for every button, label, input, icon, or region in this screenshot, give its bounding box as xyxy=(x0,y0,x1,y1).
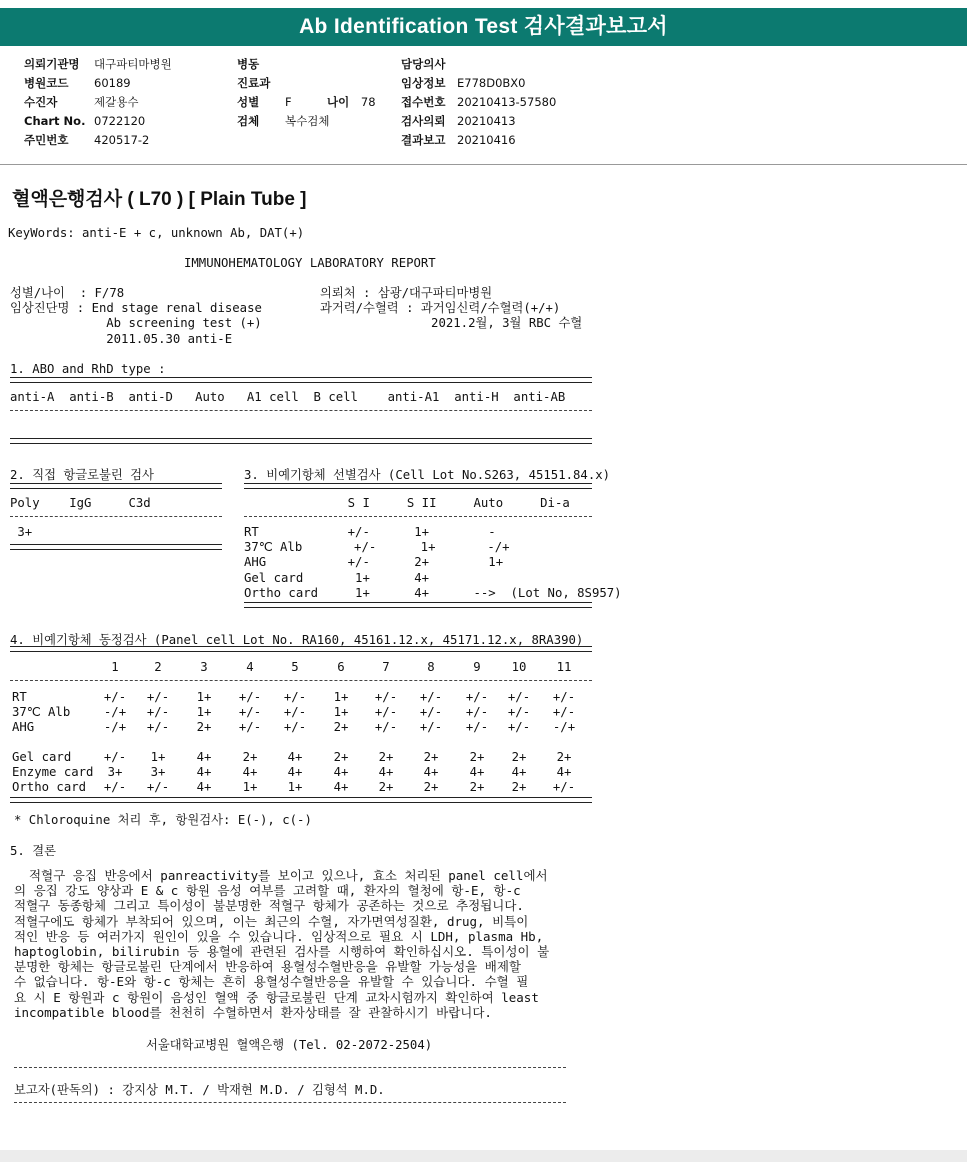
panel-row-label: 37℃ Alb xyxy=(12,705,71,719)
text-line: 적혈구 동종항체 그리고 특이성이 불분명한 적혈구 항체가 공존하는 것으로 추정됩니다. xyxy=(14,898,524,914)
panel-cell: 4+ xyxy=(287,750,303,764)
panel-cell: +/- xyxy=(419,690,443,704)
panel-cell: +/- xyxy=(146,705,170,719)
patient-info-left xyxy=(10,286,262,347)
panel-cell: 2+ xyxy=(242,750,258,764)
header-field xyxy=(24,131,149,150)
age-field xyxy=(327,93,376,112)
section3-headers: S I S II Auto Di-a xyxy=(244,496,570,510)
panel-cell: 4+ xyxy=(511,765,527,779)
panel-cell: 4+ xyxy=(333,780,349,794)
header-field xyxy=(237,74,285,93)
panel-row-label: Ortho card xyxy=(12,780,87,794)
panel-cell: 2+ xyxy=(423,750,439,764)
panel-cell: 2+ xyxy=(511,780,527,794)
age-label: 나이 xyxy=(327,95,350,109)
header-field xyxy=(401,93,556,112)
section3-rows xyxy=(244,525,622,601)
panel-cell: 1+ xyxy=(150,750,166,764)
lab-report-title: IMMUNOHEMATOLOGY LABORATORY REPORT xyxy=(184,256,436,270)
panel-column-header: 8 xyxy=(427,660,435,674)
panel-cell: -/+ xyxy=(103,705,127,719)
text-line: 임상진단명 : End stage renal disease xyxy=(10,301,262,316)
panel-cell: +/- xyxy=(419,705,443,719)
panel-cell: +/- xyxy=(552,690,576,704)
panel-cell: +/- xyxy=(146,690,170,704)
section1-headers: anti-A anti-B anti-D Auto A1 cell B cell anti-A1 anti-H anti-AB xyxy=(10,390,566,404)
header-field xyxy=(24,74,131,93)
section2-headers: Poly IgG C3d xyxy=(10,496,151,510)
panel-column-header: 7 xyxy=(382,660,390,674)
footer-top-rule xyxy=(14,1067,566,1068)
panel-cell: +/- xyxy=(238,690,262,704)
header-field-value: F xyxy=(285,95,292,109)
panel-cell: +/- xyxy=(465,690,489,704)
panel-cell: 2+ xyxy=(556,750,572,764)
header-divider xyxy=(0,164,967,165)
report-title: 혈액은행검사 ( L70 ) [ Plain Tube ] xyxy=(12,189,307,210)
panel-cell: 1+ xyxy=(196,705,212,719)
header-field-label: 의뢰기관명 xyxy=(24,57,80,71)
text-line: 적인 반응 등 여러가지 원인이 있을 수 있습니다. 임상적으로 필요 시 LDH, plasma Hb, xyxy=(14,928,544,944)
panel-cell: 1+ xyxy=(196,690,212,704)
text-line: 2011.05.30 anti-E xyxy=(10,331,233,346)
panel-cell: +/- xyxy=(374,720,398,734)
panel-cell: 1+ xyxy=(287,780,303,794)
section3-title: 3. 비예기항체 선별검사 (Cell Lot No.S263, 45151.84.x) xyxy=(244,468,611,482)
header-field-value: 420517-2 xyxy=(94,133,150,147)
text-line: Ab screening test (+) xyxy=(10,316,262,331)
panel-cell: 4+ xyxy=(196,780,212,794)
panel-cell: +/- xyxy=(103,750,127,764)
panel-cell: 1+ xyxy=(333,705,349,719)
panel-cell: 2+ xyxy=(196,720,212,734)
section2-title: 2. 직접 항글로불린 검사 xyxy=(10,468,154,482)
panel-cell: +/- xyxy=(419,720,443,734)
panel-cell: 1+ xyxy=(333,690,349,704)
section4-top-rule xyxy=(10,646,592,652)
header-field xyxy=(237,93,292,112)
panel-cell: 4+ xyxy=(423,765,439,779)
section1-bottom-rule xyxy=(10,438,592,444)
text-line: 요 시 E 항원과 c 항원이 음성인 혈액 중 항글로불린 단계 교차시험까지 확인하여 least xyxy=(14,989,539,1005)
panel-row-label: Enzyme card xyxy=(12,765,94,779)
panel-cell: 2+ xyxy=(378,750,394,764)
header-field-label: 검사의뢰 xyxy=(401,114,446,128)
header-field-label: 검체 xyxy=(237,114,260,128)
panel-cell: 2+ xyxy=(469,750,485,764)
section1-dash-rule xyxy=(10,410,592,411)
panel-cell: +/- xyxy=(507,690,531,704)
hospital-contact: 서울대학교병원 혈액은행 (Tel. 02-2072-2504) xyxy=(146,1038,433,1052)
panel-cell: +/- xyxy=(103,690,127,704)
panel-cell: +/- xyxy=(283,690,307,704)
header-field-label: 결과보고 xyxy=(401,133,446,147)
header-field xyxy=(401,55,457,74)
panel-cell: +/- xyxy=(507,720,531,734)
section2-dash-rule xyxy=(10,516,222,517)
panel-column-header: 11 xyxy=(556,660,572,674)
panel-cell: 2+ xyxy=(511,750,527,764)
conclusion-text xyxy=(14,868,549,1020)
header-field xyxy=(401,131,516,150)
age-value: 78 xyxy=(360,95,376,109)
keywords-line: KeyWords: anti-E + c, unknown Ab, DAT(+) xyxy=(8,226,305,240)
panel-cell: 2+ xyxy=(378,780,394,794)
section3-bottom-rule xyxy=(244,602,592,608)
panel-cell: -/+ xyxy=(552,720,576,734)
text-line: 의뢰처 : 삼광/대구파티마병원 xyxy=(320,286,493,300)
header-field-label: 수진자 xyxy=(24,95,58,109)
report-banner-title: Ab Identification Test 검사결과보고서 xyxy=(0,8,967,46)
panel-cell: +/- xyxy=(374,690,398,704)
panel-cell: 2+ xyxy=(423,780,439,794)
panel-column-header: 2 xyxy=(154,660,162,674)
panel-cell: +/- xyxy=(465,720,489,734)
header-field-label: 임상정보 xyxy=(401,76,446,90)
panel-cell: 4+ xyxy=(196,750,212,764)
panel-cell: 4+ xyxy=(196,765,212,779)
panel-cell: +/- xyxy=(465,705,489,719)
header-field xyxy=(24,93,138,112)
text-line: 2021.2월, 3월 RBC 수혈 xyxy=(320,316,583,331)
header-field-value: 복수검체 xyxy=(285,114,330,128)
text-line: Gel card 1+ 4+ xyxy=(244,570,430,585)
panel-cell: +/- xyxy=(374,705,398,719)
text-line: Ortho card 1+ 4+ --> (Lot No, 8S957) xyxy=(244,585,622,600)
section5-title: 5. 결론 xyxy=(10,844,56,858)
text-line: 분명한 항체는 항글로불린 단계에서 반응하여 용혈성수혈반응을 유발할 가능성을 배제할 xyxy=(14,959,521,975)
panel-column-header: 3 xyxy=(200,660,208,674)
chloroquine-note: * Chloroquine 처리 후, 항원검사: E(-), c(-) xyxy=(14,813,312,827)
header-field-label: 진료과 xyxy=(237,76,271,90)
panel-cell: 3+ xyxy=(150,765,166,779)
header-field xyxy=(237,55,285,74)
panel-cell: 4+ xyxy=(469,765,485,779)
text-line: 수 없습니다. 항-E와 항-c 항체는 흔히 용혈성수혈반응을 유발할 수 있습니다. 수혈 필 xyxy=(14,974,529,990)
panel-row-label: Gel card xyxy=(12,750,72,764)
header-field-label: 병동 xyxy=(237,57,260,71)
text-line: incompatible blood를 천천히 수혈하면서 환자상태를 잘 관찰하시기 바랍니다. xyxy=(14,1004,492,1020)
header-field-label: 성별 xyxy=(237,95,260,109)
panel-cell: +/- xyxy=(507,705,531,719)
text-line: 적혈구 응집 반응에서 panreactivity를 보이고 있으나, 효소 처리된 panel cell에서 xyxy=(14,868,548,883)
panel-column-header: 5 xyxy=(291,660,299,674)
section2-bottom-rule xyxy=(10,544,222,550)
panel-column-header: 1 xyxy=(111,660,119,674)
panel-cell: +/- xyxy=(283,720,307,734)
panel-row-label: AHG xyxy=(12,720,35,734)
text-line: haptoglobin, bilirubin 등 용혈에 관련된 검사를 시행하여 확인하십시오. 특이성이 불 xyxy=(14,944,550,960)
panel-cell: +/- xyxy=(283,705,307,719)
header-field-label: 병원코드 xyxy=(24,76,69,90)
panel-column-header: 9 xyxy=(473,660,481,674)
panel-header-dash-rule xyxy=(10,680,592,681)
section2-values: 3+ xyxy=(10,525,33,539)
reporter-line: 보고자(판독의) : 강지상 M.T. / 박재현 M.D. / 김형석 M.D. xyxy=(14,1083,385,1097)
panel-cell: 4+ xyxy=(287,765,303,779)
header-field-label: 접수번호 xyxy=(401,95,446,109)
panel-cell: -/+ xyxy=(103,720,127,734)
header-field-value: 20210413-57580 xyxy=(457,95,557,109)
text-line: 37℃ Alb +/- 1+ -/+ xyxy=(244,540,510,555)
section1-top-rule xyxy=(10,377,592,383)
header-field xyxy=(237,112,329,131)
text-line: 과거력/수혈력 : 과거임신력/수혈력(+/+) xyxy=(320,301,561,316)
panel-cell: +/- xyxy=(552,780,576,794)
panel-column-header: 4 xyxy=(246,660,254,674)
panel-cell: 1+ xyxy=(242,780,258,794)
panel-cell: +/- xyxy=(238,705,262,719)
footer-bottom-rule xyxy=(14,1102,566,1103)
panel-cell: 2+ xyxy=(333,750,349,764)
panel-cell: 2+ xyxy=(333,720,349,734)
panel-column-header: 10 xyxy=(511,660,527,674)
text-line: 적혈구에도 항체가 부착되어 있으며, 이는 최근의 수혈, 자가면역성질환, drug, 비특이 xyxy=(14,913,529,929)
header-field xyxy=(24,55,172,74)
header-field-label: 주민번호 xyxy=(24,133,69,147)
page-bottom-strip xyxy=(0,1150,967,1162)
header-field xyxy=(401,74,525,93)
panel-cell: +/- xyxy=(146,780,170,794)
panel-cell: 4+ xyxy=(378,765,394,779)
panel-cell: +/- xyxy=(552,705,576,719)
panel-cell: 3+ xyxy=(107,765,123,779)
header-field-value: 0722120 xyxy=(94,114,146,128)
panel-cell: +/- xyxy=(238,720,262,734)
section4-bottom-rule xyxy=(10,797,592,803)
panel-cell: 2+ xyxy=(469,780,485,794)
text-line: 의 응집 강도 양상과 E & c 항원 음성 여부를 고려할 때, 환자의 혈청에 항-E, 항-c xyxy=(14,883,521,899)
panel-cell: +/- xyxy=(103,780,127,794)
panel-cell: +/- xyxy=(146,720,170,734)
section2-top-rule xyxy=(10,483,222,489)
header-field-value: 60189 xyxy=(94,76,131,90)
section3-top-rule xyxy=(244,483,592,489)
header-field-value: 20210413 xyxy=(457,114,516,128)
header-field-value: 대구파티마병원 xyxy=(94,57,172,71)
patient-info-right xyxy=(320,286,582,332)
section4-title: 4. 비예기항체 동정검사 (Panel cell Lot No. RA160, 45161.12.x, 45171.12.x, 8RA390) xyxy=(10,633,584,647)
panel-cell: 4+ xyxy=(333,765,349,779)
panel-cell: 4+ xyxy=(556,765,572,779)
text-line: 성별/나이 : F/78 xyxy=(10,286,125,300)
panel-cell: 4+ xyxy=(242,765,258,779)
header-field-label: Chart No. xyxy=(24,114,86,128)
text-line: RT +/- 1+ - xyxy=(244,525,496,539)
text-line: AHG +/- 2+ 1+ xyxy=(244,555,504,570)
section3-dash-rule xyxy=(244,516,592,517)
header-field-value: 제갈용수 xyxy=(94,95,139,109)
panel-column-header: 6 xyxy=(337,660,345,674)
header-field-label: 담당의사 xyxy=(401,57,446,71)
header-field xyxy=(401,112,516,131)
section1-title: 1. ABO and RhD type : xyxy=(10,362,166,376)
header-field-value: E778D0BX0 xyxy=(457,76,526,90)
header-field-value: 20210416 xyxy=(457,133,516,147)
panel-row-label: RT xyxy=(12,690,27,704)
header-field xyxy=(24,112,145,131)
